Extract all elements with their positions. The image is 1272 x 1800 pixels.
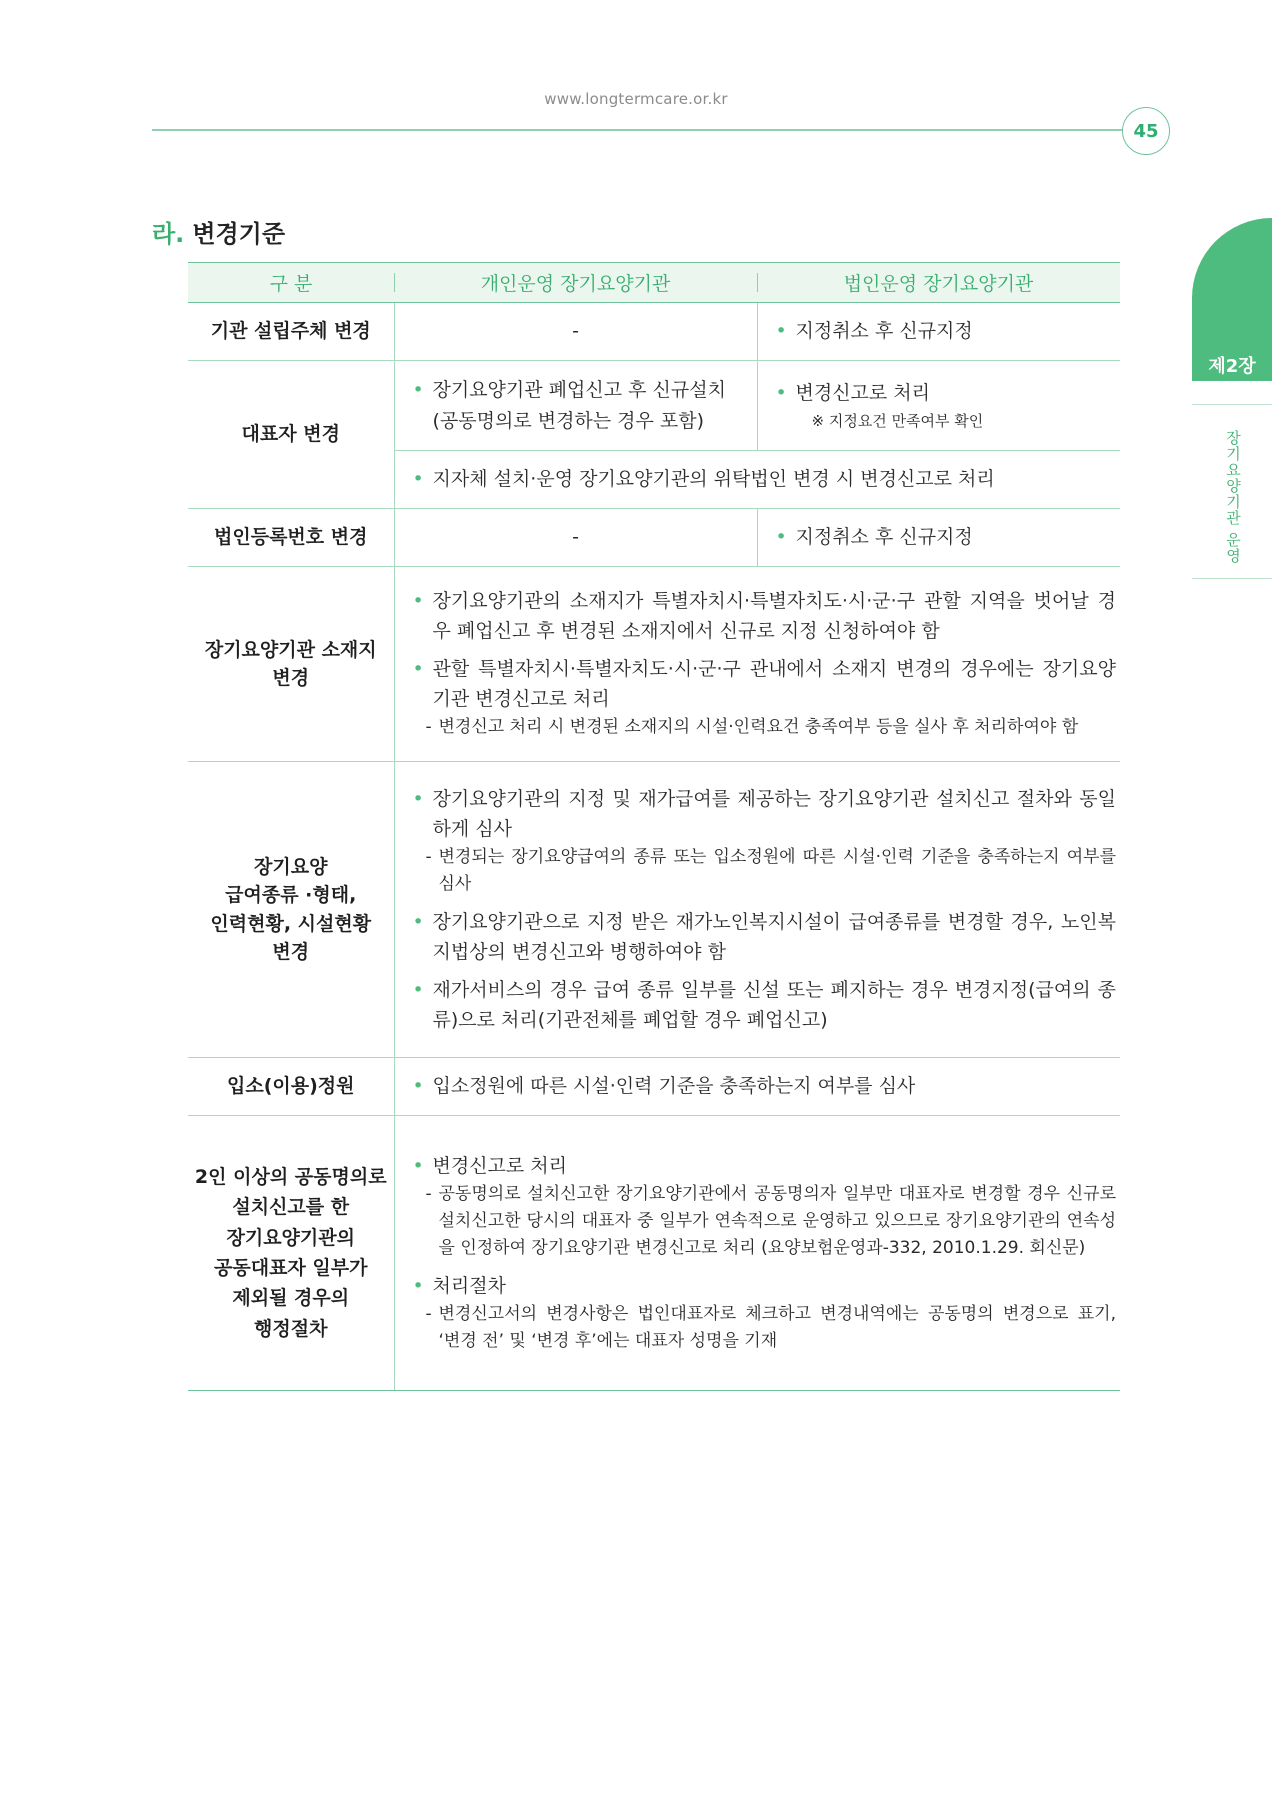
row-category [188,762,394,1058]
site-url: www.longtermcare.or.kr [544,90,728,108]
column-header-individual: 개인운영 장기요양기관 [394,263,757,303]
table-row [188,361,1120,451]
category-line: 설치신고를 한 [232,1196,350,1219]
table-header-row [188,263,1120,303]
row-category [188,1116,394,1391]
sub-item: - 변경되는 장기요양급여의 종류 또는 입소정원에 따른 시설·인력 기준을 충족하는지 여부를 심사 [411,844,1117,898]
table-row [188,509,1120,567]
sub-item: - 변경신고 처리 시 변경된 소재지의 시설·인력요건 충족여부 등을 실사 후 처리하여야 함 [411,714,1117,741]
category-line: 장기요양기관의 [226,1226,355,1249]
bullet-item: • 처리절차 [411,1271,1117,1301]
row-category: 기관 설립주체 변경 [188,303,394,361]
bullet-item: • 관할 특별자치시·특별자치도·시·군·구 관내에서 소재지 변경의 경우에는 장기요양기관 변경신고로 처리 [411,654,1117,714]
shared-cell [394,762,1120,1058]
bullet-item: • 변경신고로 처리 [774,378,1117,408]
category-line: 변경 [272,941,310,963]
chapter-title-vertical: 장기요양기관 운영 [1224,430,1242,564]
page-number: 45 [1122,107,1170,155]
category-line: 제외될 경우의 [232,1287,350,1310]
sub-item: - 변경신고서의 변경사항은 법인대표자로 체크하고 변경내역에는 공동명의 변경으로 표기, ‘변경 전’ 및 ‘변경 후’에는 대표자 성명을 기재 [411,1301,1117,1355]
category-line: 인력현황, 시설현황 [210,912,372,935]
individual-cell: - [394,303,757,361]
individual-cell: - [394,509,757,567]
bullet-item: • 장기요양기관의 지정 및 재가급여를 제공하는 장기요양기관 설치신고 절차와 동일하게 심사 [411,784,1117,844]
bullet-item: • 장기요양기관으로 지정 받은 재가노인복지시설이 급여종류를 변경할 경우, 노인복지법상의 변경신고와 병행하여야 함 [411,907,1117,967]
category-line: 급여종류 ·형태, [225,884,357,906]
corporate-cell [757,303,1120,361]
bullet-item: • 장기요양기관의 소재지가 특별자치시·특별자치도·시·군·구 관할 지역을 벗어날 경우 폐업신고 후 변경된 소재지에서 신규로 지정 신청하여야 함 [411,586,1117,646]
shared-cell [394,451,1120,509]
side-divider [1192,404,1272,405]
bullet-item: • 장기요양기관 폐업신고 후 신규설치 [411,375,753,405]
corporate-cell [757,509,1120,567]
corporate-cell [757,361,1120,451]
bullet-item: • 입소정원에 따른 시설·인력 기준을 충족하는지 여부를 심사 [411,1071,1117,1101]
bullet-item: • 지정취소 후 신규지정 [774,522,1117,552]
table-row [188,1116,1120,1391]
bullet-continuation: (공동명의로 변경하는 경우 포함) [432,409,705,432]
category-line: 2인 이상의 공동명의로 [194,1165,387,1188]
category-line: 행정절차 [254,1317,328,1340]
row-category: 대표자 변경 [188,361,394,509]
bullet-item: • 지정취소 후 신규지정 [774,316,1117,346]
section-marker: 라. [152,220,185,248]
row-category: 법인등록번호 변경 [188,509,394,567]
sub-item: - 공동명의로 설치신고한 장기요양기관에서 공동명의자 일부만 대표자로 변경할 경우 신규로 설치신고한 당시의 대표자 중 일부가 연속적으로 운영하고 있으므로 장기요양기관의 연속성을 인정하여 장기요양기관 변경신고로 처리 (요양보험운영과-332, 2010.1.29. 회신문) [411,1181,1117,1263]
column-header-category: 구 분 [188,263,394,303]
note-text: ※ 지정요건 만족여부 확인 [811,411,984,430]
column-header-corporate: 법인운영 장기요양기관 [757,263,1120,303]
individual-cell [394,361,757,451]
category-line: 장기요양기관 소재지 [204,638,377,661]
section-title-text: 변경기준 [192,220,286,248]
chapter-label: 제2장 [1208,356,1256,377]
change-criteria-table [188,262,1120,1391]
section-title [152,214,285,249]
category-line: 변경 [272,667,310,689]
row-category: 입소(이용)정원 [188,1058,394,1116]
bullet-item: • 재가서비스의 경우 급여 종류 일부를 신설 또는 폐지하는 경우 변경지정(급여의 종류)으로 처리(기관전체를 폐업할 경우 폐업신고) [411,975,1117,1035]
table-row [188,1058,1120,1116]
row-category [188,567,394,762]
header-divider [152,129,1122,131]
table-row [188,303,1120,361]
category-line: 공동대표자 일부가 [214,1257,368,1279]
side-divider [1192,578,1272,579]
shared-cell [394,567,1120,762]
table-row [188,762,1120,1058]
table-row [188,567,1120,762]
shared-cell [394,1116,1120,1391]
shared-cell [394,1058,1120,1116]
bullet-item: • 변경신고로 처리 [411,1151,1117,1181]
bullet-item: • 지자체 설치·운영 장기요양기관의 위탁법인 변경 시 변경신고로 처리 [411,464,1117,494]
category-line: 장기요양 [254,855,328,878]
